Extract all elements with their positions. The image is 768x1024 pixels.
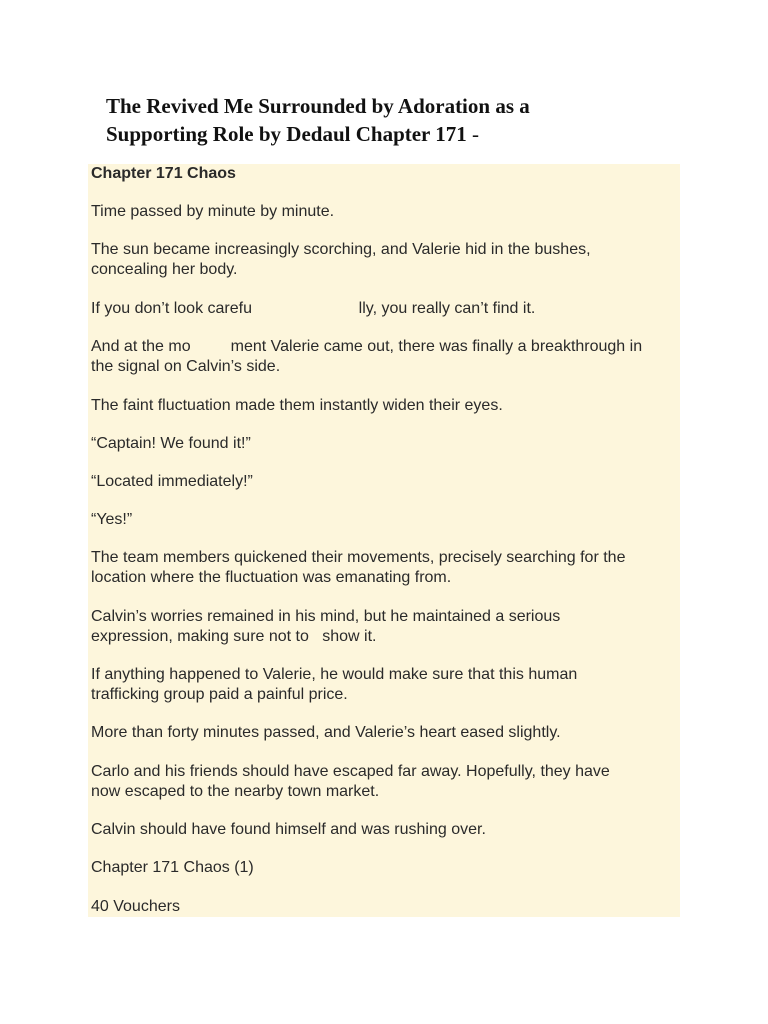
paragraph: If anything happened to Valerie, he would make sure that this human trafficking group paid a painful price. [91, 666, 578, 703]
paragraph: The sun became increasingly scorching, and Valerie hid in the bushes, concealing her body. [91, 241, 591, 278]
paragraph: The team members quickened their movements, precisely searching for the location where the fluctuation was emanating from. [91, 549, 626, 586]
title-line-1: The Revived Me Surrounded by Adoration as a [106, 94, 530, 118]
paragraph: More than forty minutes passed, and Valerie’s heart eased slightly. [91, 724, 561, 741]
title-dash: - [472, 122, 480, 146]
paragraph: Calvin’s worries remained in his mind, but he maintained a serious expression, making sure not to show it. [91, 608, 561, 645]
vouchers-text: 40 Vouchers [91, 898, 180, 915]
paragraph: And at the mo ment Valerie came out, there was finally a breakthrough in the signal on Calvin’s side. [91, 338, 643, 375]
title-line-2: Supporting Role by Dedaul Chapter 171 [106, 122, 467, 146]
paragraph: “Located immediately!” [91, 473, 253, 490]
chapter-content-panel [88, 164, 680, 917]
paragraph: The faint fluctuation made them instantly widen their eyes. [91, 397, 503, 414]
paragraph: Time passed by minute by minute. [91, 203, 335, 220]
paragraph: “Captain! We found it!” [91, 435, 251, 452]
chapter-link-text: Chapter 171 Chaos (1) [91, 859, 254, 876]
paragraph: Calvin should have found himself and was rushing over. [91, 821, 486, 838]
paragraph: “Yes!” [91, 511, 133, 528]
document-title [106, 92, 706, 148]
paragraph: If you don’t look carefu lly, you really can’t find it. [91, 300, 536, 317]
chapter-heading: Chapter 171 Chaos [91, 165, 236, 182]
paragraph: Carlo and his friends should have escaped far away. Hopefully, they have now escaped to the nearby town market. [91, 763, 610, 800]
